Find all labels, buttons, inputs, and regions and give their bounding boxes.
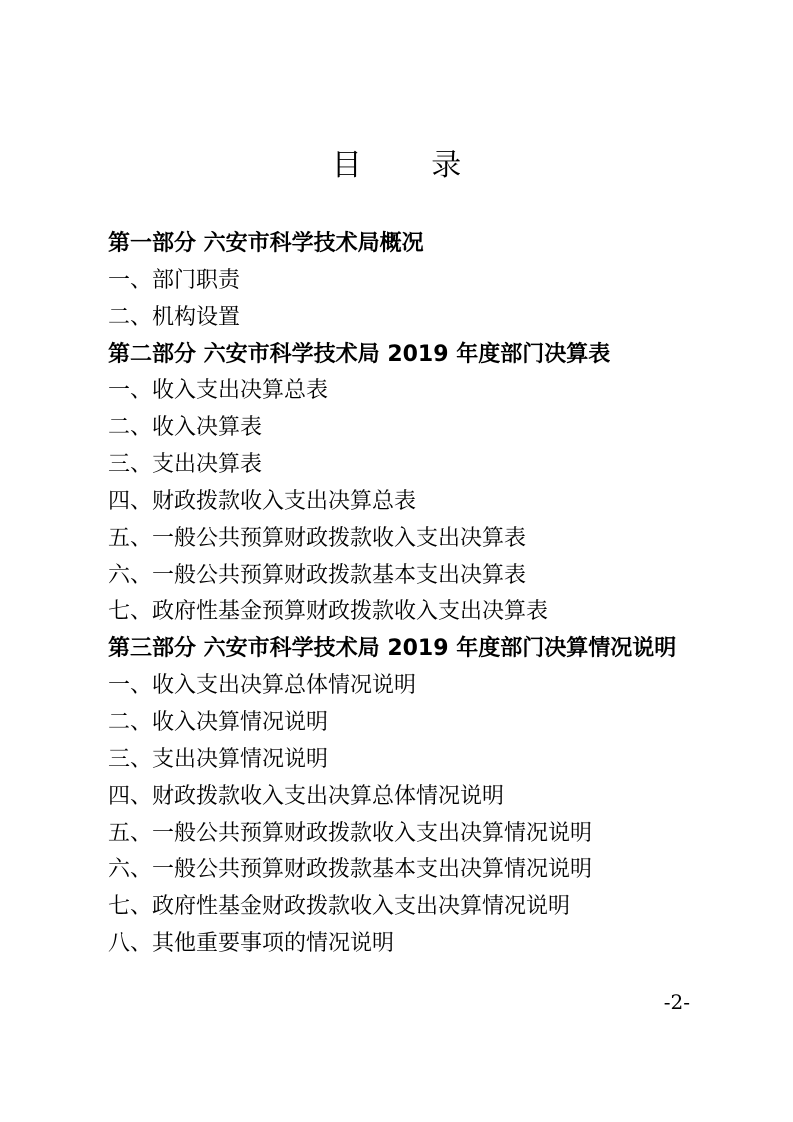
page-title: 目 录 (331, 148, 492, 183)
toc-part-heading: 第三部分 六安市科学技术局 2019 年度部门决算情况说明 (108, 636, 677, 662)
toc-item: 六、一般公共预算财政拨款基本支出决算情况说明 (108, 857, 593, 883)
toc-item: 二、机构设置 (108, 304, 241, 330)
toc-item: 三、支出决算情况说明 (108, 746, 329, 772)
toc-item: 四、财政拨款收入支出决算总体情况说明 (108, 783, 505, 809)
toc-part-heading: 第一部分 六安市科学技术局概况 (108, 231, 424, 256)
toc-item: 四、财政拨款收入支出决算总表 (108, 488, 417, 514)
toc-item: 一、收入支出决算总体情况说明 (108, 673, 417, 699)
toc-item: 五、一般公共预算财政拨款收入支出决算情况说明 (108, 820, 593, 846)
table-of-contents (108, 226, 748, 963)
toc-part-heading: 第二部分 六安市科学技术局 2019 年度部门决算表 (108, 341, 611, 367)
toc-item: 一、收入支出决算总表 (108, 378, 329, 404)
toc-item: 二、收入决算情况说明 (108, 709, 329, 735)
toc-item: 七、政府性基金财政拨款收入支出决算情况说明 (108, 894, 571, 920)
toc-item: 一、部门职责 (108, 267, 241, 293)
toc-item: 七、政府性基金预算财政拨款收入支出决算表 (108, 599, 549, 625)
toc-item: 六、一般公共预算财政拨款基本支出决算表 (108, 562, 527, 588)
toc-item: 八、其他重要事项的情况说明 (108, 931, 395, 957)
page-number: -2- (663, 990, 690, 1014)
toc-item: 五、一般公共预算财政拨款收入支出决算表 (108, 525, 527, 551)
toc-item: 三、支出决算表 (108, 452, 263, 478)
toc-item: 二、收入决算表 (108, 415, 263, 441)
